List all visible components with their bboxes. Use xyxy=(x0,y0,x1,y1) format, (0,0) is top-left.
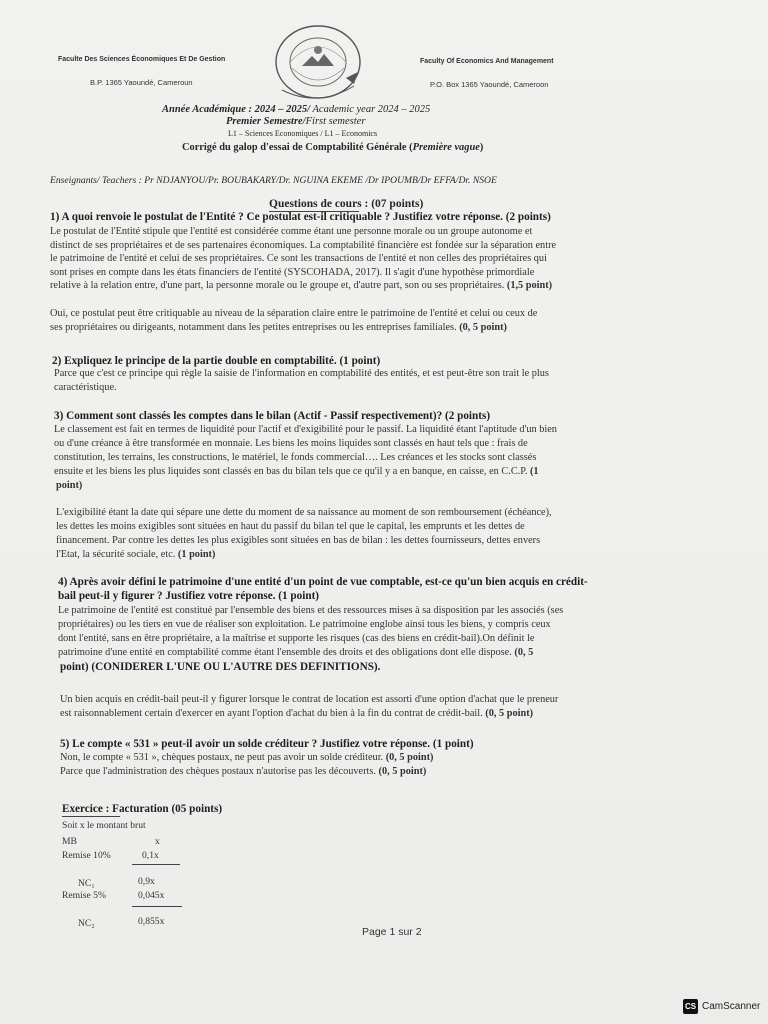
university-seal-logo xyxy=(272,22,364,104)
exercise-row-value: 0,045x xyxy=(138,890,165,901)
q3-line-4: ensuite et les biens les plus liquides sont classés en bas du bilan tels que ce qu'il y a en banque, en caisse, en C.C.P. (1 xyxy=(54,466,539,477)
camscanner-icon: CS xyxy=(683,999,698,1014)
question-3: 3) Comment sont classés les comptes dans le bilan (Actif - Passif respectivement)? (2 points) xyxy=(54,410,491,422)
address-en: P.O. Box 1365 Yaoundé, Cameroon xyxy=(430,80,549,89)
q2-line-2: caractéristique. xyxy=(54,382,117,393)
q1-line-5: relative à la relation entre, d'une part, la personne morale ou le groupe et, d'autre part, son ou ses propriétaires. (1,5 point) xyxy=(50,280,553,291)
faculty-name-fr: Faculte Des Sciences Économiques Et De Gestion xyxy=(58,56,226,63)
camscanner-watermark xyxy=(683,998,760,1014)
q3-line-1: Le classement est fait en termes de liquidité pour l'actif et d'exigibilité pour le passif. La liquidité étant l'aptitude d'un bien xyxy=(54,424,557,435)
subtotal-rule xyxy=(132,906,182,907)
q1-line-3: le patrimoine de l'entité et celui de ses propriétaires. Ce sont les transactions de l'entité et non celles des propriétaires qui xyxy=(50,253,547,264)
q1-line-1: Le postulat de l'Entité stipule que l'entité est considérée comme étant une personne morale ou un groupe autonome et xyxy=(50,226,533,237)
question-5: 5) Le compte « 531 » peut-il avoir un solde créditeur ? Justifiez votre réponse. (1 point) xyxy=(60,738,474,750)
q4-line-4: patrimoine d'une entité en comptabilité comme étant l'ensemble des droits et des obligations dont elle dispose. (0, 5 xyxy=(58,647,534,658)
q5-line-2: Parce que l'administration des chèques postaux n'autorise pas les découverts. (0, 5 point) xyxy=(60,766,427,777)
exercise-row-label: NC₁ xyxy=(78,878,95,889)
q1-line-2: distinct de ses propriétaires et de ses partenaires économiques. La comptabilité financière est fondée sur la séparation entre xyxy=(50,240,557,251)
semester: Premier Semestre/First semester xyxy=(226,116,366,127)
exercise-row-value: 0,1x xyxy=(142,850,159,861)
q4-line-1: Le patrimoine de l'entité est constitué par l'ensemble des biens et des ressources mises à sa disposition par les associés (ses xyxy=(58,605,564,616)
exercise-intro: Soit x le montant brut xyxy=(62,820,146,831)
level: L1 – Sciences Economiques / L1 – Economics xyxy=(228,129,378,138)
q3-line-3: constitution, les terrains, les constructions, le matériel, le fonds commercial…. Les créances et les stocks sont classés xyxy=(54,452,537,463)
q3-line-2: ou d'une créance à être transformée en monnaie. Les biens les moins liquides sont classés en haut tels que : frais de xyxy=(54,438,528,449)
q4-line-2: propriétaires) ou les tiers en vue de réaliser son exploitation. Le patrimoine englobe ainsi tous les biens, y compris ceux xyxy=(58,619,551,630)
q2-line-1: Parce que c'est ce principe qui règle la saisie de l'information en comptabilité des entités, et est peut-être son trait le plus xyxy=(54,368,549,379)
question-1: 1) A quoi renvoie le postulat de l'Entité ? Ce postulat est-il critiquable ? Justifiez votre réponse. (2 points) xyxy=(50,211,551,223)
question-4-line-1: 4) Après avoir défini le patrimoine d'une entité d'un point de vue comptable, est-ce qu'un bien acquis en crédit- xyxy=(58,576,588,588)
academic-year: Année Académique : 2024 – 2025/ Academic year 2024 – 2025 xyxy=(162,104,431,115)
faculty-name-en: Faculty Of Economics And Management xyxy=(420,58,554,65)
q4-line-6: Un bien acquis en crédit-bail peut-il y figurer lorsque le contrat de location est assorti d'une option d'achat que le preneur xyxy=(60,694,559,705)
exercise-row-label: MB xyxy=(62,836,77,847)
exercise-row-label: Remise 10% xyxy=(62,850,111,861)
teachers-line: Enseignants/ Teachers : Pr NDJANYOU/Pr. BOUBAKARY/Dr. NGUINA EKEME /Dr IPOUMB/Dr EFFA/Dr. NSOE xyxy=(50,175,497,186)
exercise-title: Exercice : Facturation (05 points) xyxy=(62,803,223,815)
q4-line-3: dont l'entité, sans en être propriétaire, a la maîtrise et supporte les risques (cas des biens en crédit-bail).On définit le xyxy=(58,633,535,644)
q1-line-7: ses propriétaires ou dirigeants, notamment dans les petites entreprises ou les entreprises familiales. (0, 5 point) xyxy=(50,322,507,333)
address-fr: B.P. 1365 Yaoundé, Cameroun xyxy=(90,78,193,87)
q1-line-6: Oui, ce postulat peut être critiquable au niveau de la séparation claire entre le patrimoine de l'entité et celui ou ceux de xyxy=(50,308,538,319)
exercise-row-value: x xyxy=(155,836,160,847)
q3-line-7: les dettes les moins exigibles sont situées en haut du passif du bilan tel que le capital, les emprunts et les dettes de xyxy=(56,521,525,532)
exercise-row-label: NC₂ xyxy=(78,918,95,929)
q3-line-5: point) xyxy=(56,480,83,491)
q3-line-6: L'exigibilité étant la date qui sépare une dette du moment de sa naissance au moment de son remboursement (échéance), xyxy=(56,507,552,518)
document-title: Corrigé du galop d'essai de Comptabilité Générale (Première vague) xyxy=(182,142,484,153)
section-title: Questions de cours : (07 points) xyxy=(269,198,424,210)
q4-line-7: est raisonnablement certain d'exercer en ayant l'option d'achat du bien à la fin du contrat de crédit-bail. (0, 5 point) xyxy=(60,708,534,719)
q3-line-8: financement. Par contre les dettes les plus exigibles sont situées en bas de bilan : les dettes fournisseurs, dettes envers xyxy=(56,535,541,546)
exercise-row-value: 0,9x xyxy=(138,876,155,887)
q4-line-5: point) (CONIDERER L'UNE OU L'AUTRE DES DEFINITIONS). xyxy=(60,661,381,673)
question-2: 2) Expliquez le principe de la partie double en comptabilité. (1 point) xyxy=(52,355,381,367)
q1-line-4: sont prises en compte dans les états financiers de l'entité (SYSCOHADA, 2017). Il s'agit d'une hypothèse primordiale xyxy=(50,267,535,278)
exercise-row-label: Remise 5% xyxy=(62,890,106,901)
exercise-row-value: 0,855x xyxy=(138,916,165,927)
subtotal-rule xyxy=(132,864,180,865)
q5-line-1: Non, le compte « 531 », chèques postaux, ne peut pas avoir un solde créditeur. (0, 5 point) xyxy=(60,752,434,763)
camscanner-label: CamScanner xyxy=(702,1000,761,1012)
page-number: Page 1 sur 2 xyxy=(362,926,422,938)
exercise-title-underline xyxy=(62,816,120,817)
q3-line-9: l'Etat, la sécurité sociale, etc. (1 point) xyxy=(56,549,216,560)
question-4-line-2: bail peut-il y figurer ? Justifiez votre réponse. (1 point) xyxy=(58,590,320,602)
